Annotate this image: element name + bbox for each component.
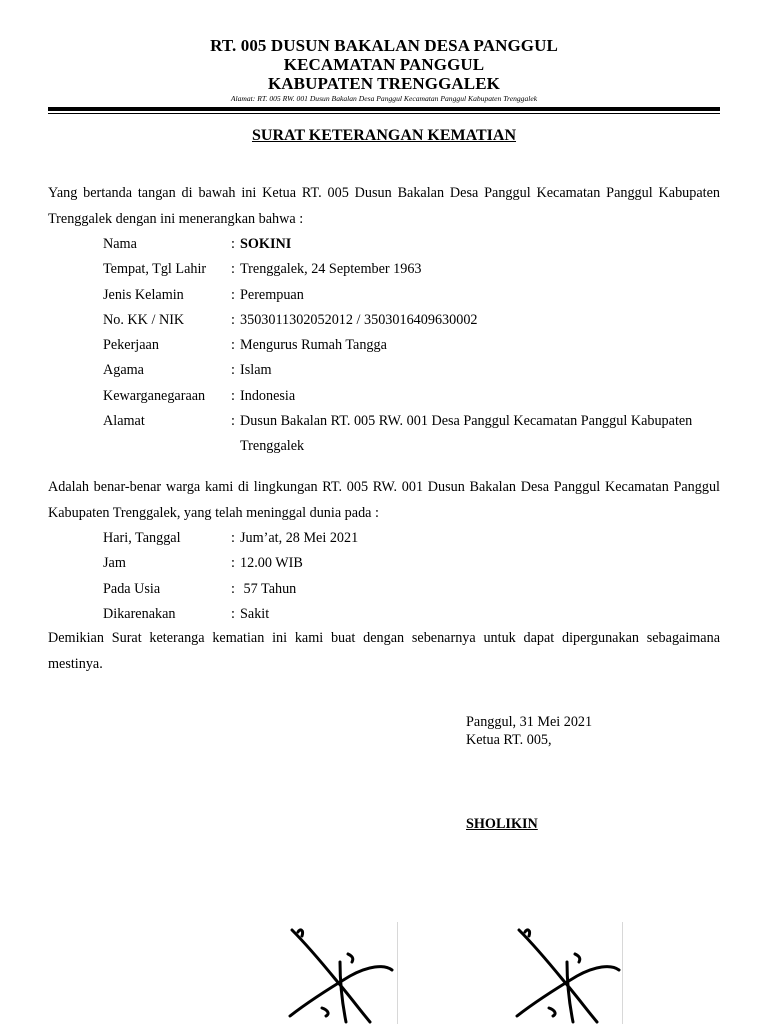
intro-paragraph: Yang bertanda tangan di bawah ini Ketua RT. 005 Dusun Bakalan Desa Panggul Kecamatan Panggul Kabupaten Trenggalek dengan ini menerangkan bahwa : (48, 185, 720, 227)
field-value: Islam (240, 362, 272, 379)
field-label: Tempat, Tgl Lahir (103, 261, 207, 278)
field-row (103, 526, 723, 551)
field-row (103, 333, 723, 358)
letterhead-line-1: RT. 005 DUSUN BAKALAN DESA PANGGUL (210, 36, 558, 55)
field-colon: : (231, 362, 235, 379)
field-label: Kewarganegaraan (103, 387, 206, 404)
field-row (103, 232, 723, 257)
field-value: Trenggalek, 24 September 1963 (240, 261, 422, 278)
field-value: Sakit (240, 605, 270, 622)
field-row (103, 358, 723, 383)
field-row (103, 409, 723, 460)
field-label: Dikarenakan (103, 605, 176, 622)
field-colon: : (231, 261, 235, 278)
closing-paragraph: Demikian Surat keteranga kematian ini kami buat dengan sebenarnya untuk dapat dipergunakan sebagaimana mestinya. (48, 630, 720, 672)
field-colon: : (231, 387, 235, 404)
field-row (103, 577, 723, 602)
field-colon: : (231, 286, 235, 303)
field-label: Jenis Kelamin (103, 286, 184, 303)
field-row (103, 384, 723, 409)
signature-place-date: Panggul, 31 Mei 2021 (466, 714, 593, 730)
field-value: Jum’at, 28 Mei 2021 (240, 530, 359, 546)
field-value: Perempuan (240, 286, 304, 303)
signatory-name: SHOLIKIN (466, 816, 538, 832)
field-colon: : (231, 530, 235, 546)
letterhead (0, 36, 768, 104)
field-label: Hari, Tanggal (103, 530, 181, 546)
field-label: Pada Usia (103, 580, 161, 597)
field-colon: : (231, 337, 235, 354)
field-value: Mengurus Rumah Tangga (240, 337, 387, 354)
field-label: Pekerjaan (103, 337, 159, 354)
field-colon: : (231, 605, 235, 622)
field-colon: : (231, 236, 235, 252)
letterhead-rule-thin (48, 113, 720, 114)
field-row (103, 551, 723, 576)
signature-scribble (505, 918, 625, 1024)
field-value: SOKINI (240, 236, 292, 252)
field-value: 57 Tahun (240, 580, 297, 597)
letterhead-line-2: KECAMATAN PANGGUL (283, 55, 485, 74)
field-value: 3503011302052012 / 3503016409630002 (240, 311, 478, 328)
field-value: 12.00 WIB (240, 555, 303, 572)
letterhead-rule-thick (48, 107, 720, 111)
field-colon: : (231, 311, 235, 328)
field-colon: : (231, 413, 235, 430)
field-row (103, 602, 723, 627)
identity-fields (103, 232, 723, 460)
field-row (103, 257, 723, 282)
letterhead-address: Alamat: RT. 005 RW. 001 Dusun Bakalan Desa Panggul Kecamatan Panggul Kabupaten Trenggalek (230, 94, 538, 103)
field-row (103, 308, 723, 333)
scan-edge-line (622, 922, 623, 1024)
field-label: No. KK / NIK (103, 311, 185, 328)
scan-edge-line (397, 922, 398, 1024)
letterhead-line-3: KABUPATEN TRENGGALEK (267, 74, 500, 93)
statement-paragraph: Adalah benar-benar warga kami di lingkungan RT. 005 RW. 001 Dusun Bakalan Desa Panggul Kecamatan Panggul Kabupaten Trenggalek, yang telah meninggal dunia pada : (48, 479, 720, 521)
signature-scribble (278, 918, 398, 1024)
field-label: Jam (103, 555, 126, 572)
field-label: Nama (103, 236, 137, 252)
field-row (103, 283, 723, 308)
field-colon: : (231, 580, 235, 597)
death-fields (103, 526, 723, 627)
document-title: SURAT KETERANGAN KEMATIAN (251, 127, 517, 144)
field-value: Dusun Bakalan RT. 005 RW. 001 Desa Panggul Kecamatan Panggul Kabupaten Trenggalek (240, 413, 693, 455)
signature-role: Ketua RT. 005, (466, 732, 552, 748)
field-label: Alamat (103, 413, 145, 430)
field-colon: : (231, 555, 235, 572)
field-label: Agama (103, 362, 144, 379)
field-value: Indonesia (240, 387, 296, 404)
